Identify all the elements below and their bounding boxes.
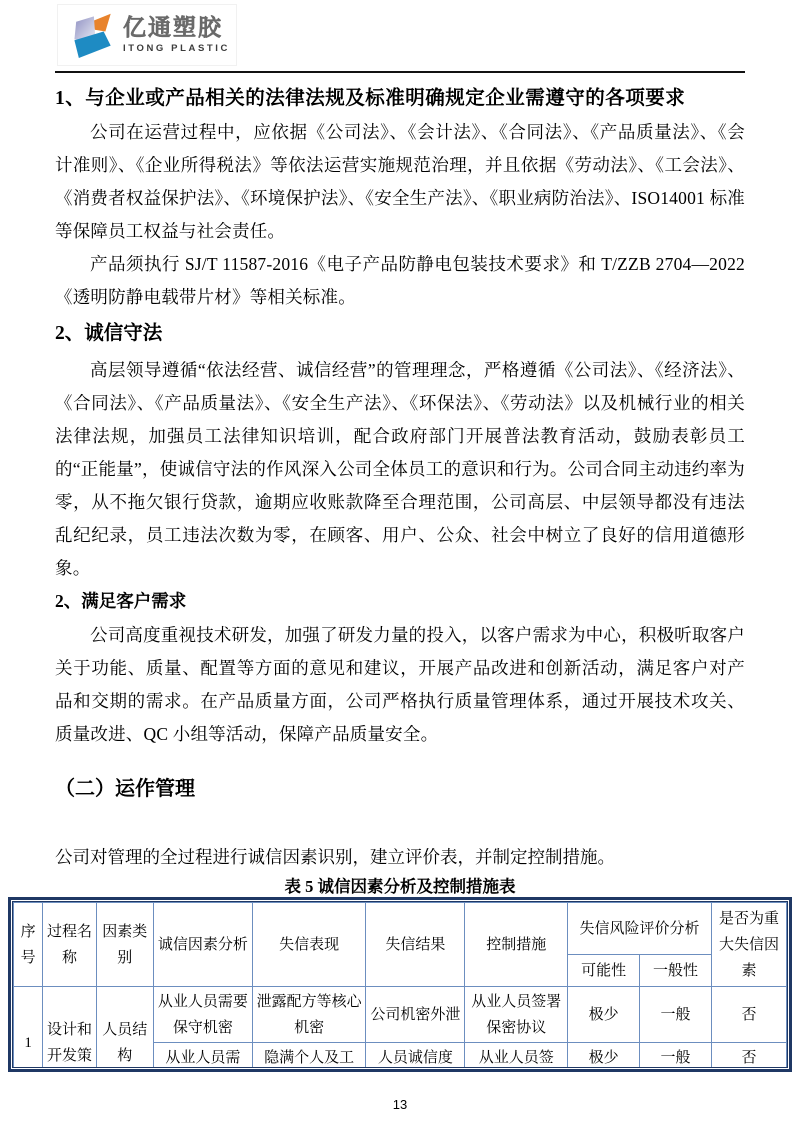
col-header-possibility: 可能性	[568, 955, 640, 987]
para-customer-rd: 公司高度重视技术研发，加强了研发力量的投入，以客户需求为中心，积极听取客户关于功能、质量、配置等方面的意见和建议，开展产品改进和创新活动，满足客户对产品和交期的需求。在产品质量方面，公司严格执行质量管理体系，通过开展技术攻关、质量改进、QC 小组等活动，保障产品质量安全。	[55, 625, 745, 744]
cell-major: 否	[711, 987, 786, 1043]
logo-mark-icon	[70, 10, 116, 60]
company-logo	[57, 4, 237, 66]
cell-control: 从业人员签	[465, 1043, 568, 1069]
cell-seq: 1	[14, 987, 43, 1069]
para-laws-compliance: 公司在运营过程中，应依据《公司法》、《会计法》、《合同法》、《产品质量法》、《会计准则》、《企业所得税法》等依法运营实施规范治理，并且依据《劳动法》、《工会法》、《消费者权益保护法》、《环境保护法》、《安全生产法》、《职业病防治法》、ISO14001 标准等保障员工权益与社会责任。	[55, 122, 745, 241]
cell-control: 从业人员签署保密协议	[465, 987, 568, 1043]
cell-generality: 一般	[640, 987, 712, 1043]
heading-legal-requirements: 1、与企业或产品相关的法律法规及标准明确规定企业需遵守的各项要求	[55, 88, 686, 109]
cell-major: 否	[711, 1043, 786, 1069]
integrity-table-clip	[12, 901, 788, 1068]
cell-process: 设计和开发策	[43, 987, 96, 1069]
cell-behavior: 隐满个人及工	[252, 1043, 366, 1069]
cell-possibility: 极少	[568, 987, 640, 1043]
page-number: 13	[392, 1097, 408, 1112]
col-header-process: 过程名称	[43, 903, 96, 987]
col-header-category: 因素类别	[96, 903, 153, 987]
heading-customer-needs: 2、满足客户需求	[55, 591, 187, 611]
heading-operation-management: （二）运作管理	[55, 778, 195, 800]
cell-generality: 一般	[640, 1043, 712, 1069]
integrity-table	[8, 897, 792, 1072]
col-header-control: 控制措施	[465, 903, 568, 987]
col-header-behavior: 失信表现	[252, 903, 366, 987]
col-header-result: 失信结果	[366, 903, 465, 987]
logo-text	[123, 16, 230, 54]
table-caption: 表 5 诚信因素分析及控制措施表	[284, 877, 516, 896]
para-integrity-management: 高层领导遵循“依法经营、诚信经营”的管理理念，严格遵循《公司法》、《经济法》、《合同法》、《产品质量法》、《安全生产法》、《环保法》、《劳动法》以及机械行业的相关法律法规，加强员工法律知识培训，配合政府部门开展普法教育活动，鼓励表彰员工的“正能量”，使诚信守法的作风深入公司全体员工的意识和行为。公司合同主动违约率为零，从不拖欠银行贷款，逾期应收账款降至合理范围，公司高层、中层领导都没有违法乱纪纪录，员工违法次数为零，在顾客、用户、公众、社会中树立了良好的信用道德形象。	[55, 360, 745, 578]
col-header-generality: 一般性	[640, 955, 712, 987]
document-body	[55, 86, 745, 898]
header-divider	[55, 71, 745, 73]
cell-result: 公司机密外泄	[366, 987, 465, 1043]
para-integrity-factors: 公司对管理的全过程进行诚信因素识别，建立评价表，并制定控制措施。	[55, 847, 615, 867]
logo-text-cn: 亿通塑胶	[123, 14, 223, 41]
cell-possibility: 极少	[568, 1043, 640, 1069]
logo-text-en: ITONG PLASTIC	[123, 43, 230, 55]
cell-analysis: 从业人员需	[153, 1043, 252, 1069]
cell-category: 人员结构	[96, 987, 153, 1069]
col-header-seq: 序号	[14, 903, 43, 987]
para-product-standards: 产品须执行 SJ/T 11587-2016《电子产品防静电包装技术要求》和 T/ZZB 2704—2022《透明防静电载带片材》等相关标准。	[55, 254, 745, 307]
table-header-row-1	[14, 903, 787, 955]
heading-integrity-law: 2、诚信守法	[55, 323, 163, 344]
col-header-analysis: 诚信因素分析	[153, 903, 252, 987]
col-header-risk-analysis: 失信风险评价分析	[568, 903, 712, 955]
cell-analysis: 从业人员需要保守机密	[153, 987, 252, 1043]
col-header-major-factor: 是否为重大失信因素	[711, 903, 786, 987]
cell-behavior: 泄露配方等核心机密	[252, 987, 366, 1043]
cell-result: 人员诚信度	[366, 1043, 465, 1069]
table-row	[14, 987, 787, 1043]
